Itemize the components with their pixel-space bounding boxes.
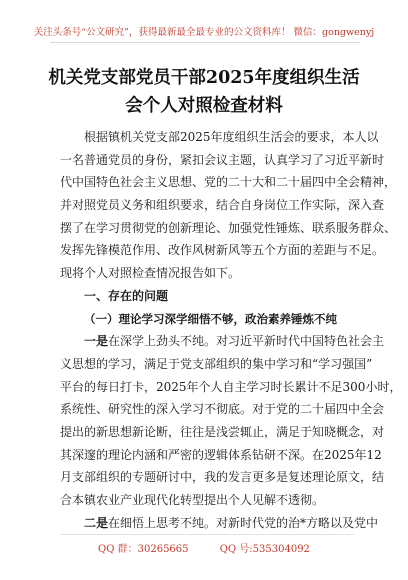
intro-line: 并对照党员义务和组织要求，结合自身岗位工作实际，深入查	[60, 198, 385, 213]
paragraph-lead: 一是	[84, 334, 109, 349]
paragraph-line: 平台的每日打卡，2025年个人自主学习时长累计不足300小时，	[60, 379, 402, 394]
intro-line: 一名普通党员的身份，紧扣会议主题，认真学习了习近平新时	[60, 152, 385, 167]
title-line-1: 机关党支部党员干部2025年度组织生活	[48, 68, 360, 88]
paragraph-lead: 二是	[84, 515, 109, 530]
subsection-heading: （一）理论学习深学细悟不够，政治素养锤炼不纯	[84, 311, 337, 326]
document-title	[0, 64, 408, 120]
document-body	[60, 126, 402, 534]
paragraph-line: 合本镇农业产业现代化转型提出个人见解不透彻。	[60, 493, 325, 507]
intro-line: 代中国特色社会主义思想、党的二十大和二十届四中全会精神，	[60, 175, 397, 190]
title-line-2: 会个人对照检查材料	[125, 96, 283, 116]
paragraph-line: 月支部组织的专题研讨中，我的发言更多是复述理论原文，结	[60, 470, 385, 485]
paragraph-line	[60, 330, 385, 353]
footer-contact	[0, 540, 408, 555]
paragraph-line: 提出的新思想新论断，往往是浅尝辄止，满足于知晓概念，对	[60, 424, 385, 439]
header-banner: 关注头条号“公文研究”，获得最新最全最专业的公文资料库！ 微信：gongwenyj	[33, 27, 375, 38]
paragraph-line: 系统性、研究性的深入学习不彻底。对于党的二十届四中全会	[60, 402, 385, 417]
paragraph-line	[60, 512, 379, 535]
paragraph-text: 在深学上劲头不纯。对习近平新时代中国特色社会主	[108, 334, 385, 349]
intro-line: 发挥先锋模范作用、改作风树新风等五个方面的差距与不足。	[60, 243, 385, 258]
paragraph-text: 在细悟上思考不纯。对新时代党的治*方略以及党中	[108, 515, 379, 530]
intro-line: 根据镇机关党支部2025年度组织生活会的要求，本人以	[84, 130, 379, 144]
paragraph-line: 义思想的学习，满足于党支部组织的集中学习和“学习强国”	[60, 356, 373, 371]
header-divider	[50, 42, 360, 43]
intro-line: 摆了在学习贯彻党的创新理论、加强党性锤炼、联系服务群众、	[60, 220, 397, 235]
qq-group: QQ 群：30265665	[98, 544, 189, 555]
paragraph-line: 其深邃的理论内涵和严密的逻辑体系钻研不深。在2025年12	[60, 447, 382, 462]
footer-divider	[60, 534, 354, 535]
section-heading: 一、存在的问题	[84, 288, 169, 303]
intro-line: 现将个人对照检查情况报告如下。	[60, 266, 241, 281]
qq-number: QQ 号:535304092	[219, 544, 310, 555]
